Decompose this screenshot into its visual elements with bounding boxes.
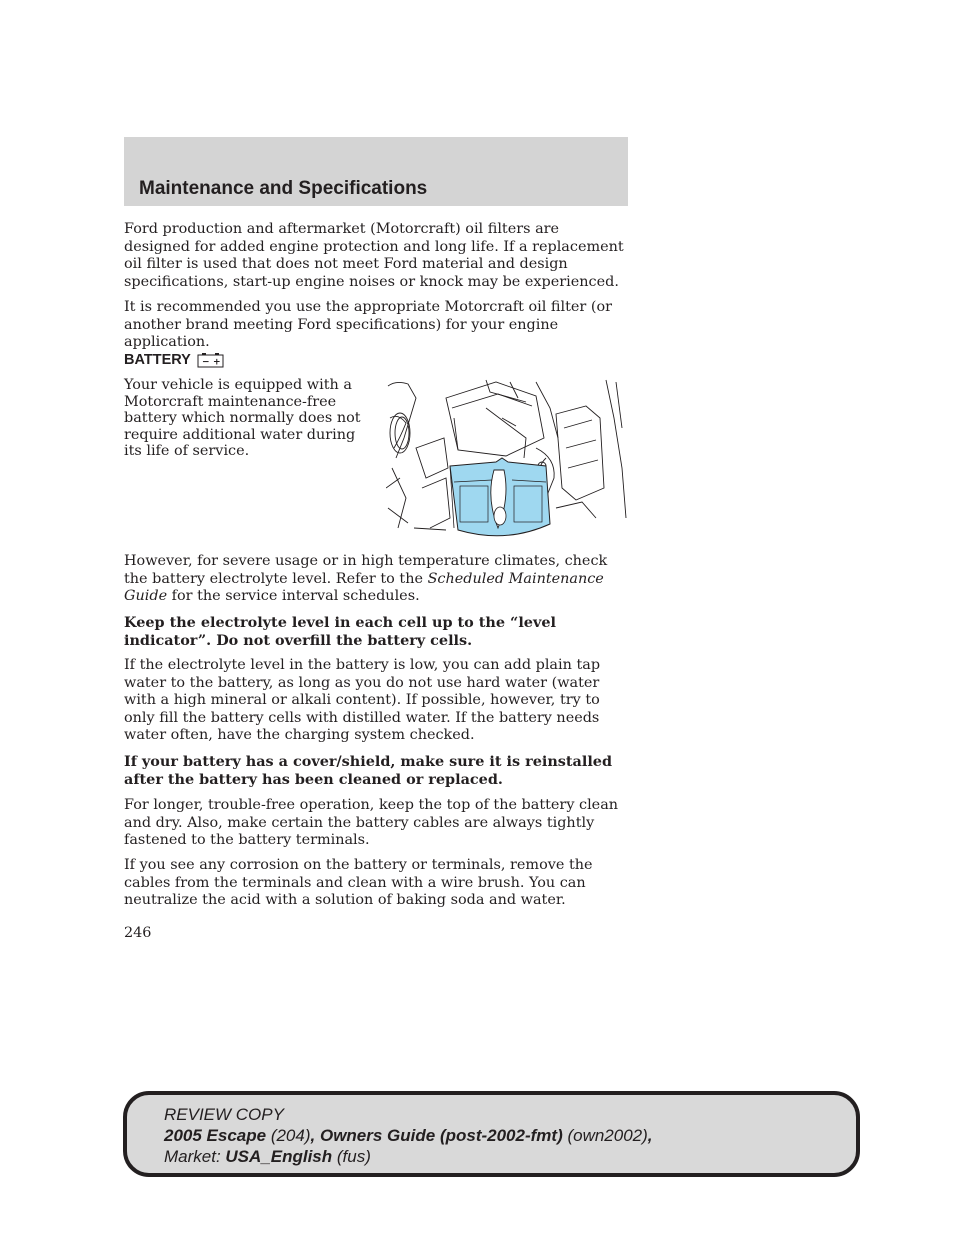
electrolyte-warning: Keep the electrolyte level in each cell up to the “level indicator”. Do not overfill the battery cells. [124, 614, 556, 649]
battery-heading-label: BATTERY [124, 352, 191, 368]
battery-icon-minus: − [201, 357, 210, 368]
page-number: 246 [124, 925, 152, 941]
review-copy-text [164, 1104, 653, 1167]
oil-filter-recommendation: It is recommended you use the appropriate Motorcraft oil filter (or another brand meeting Ford specifications) for your engine application. [124, 299, 613, 351]
market-label: Market: [164, 1147, 226, 1166]
oil-filter-paragraph: Ford production and aftermarket (Motorcraft) oil filters are designed for added engine protection and long life. If a replacement oil filter is used that does not meet Ford material and design specifications, start-up engine noises or knock may be experienced. [124, 221, 624, 290]
scheduled-maintenance-guide-ref: Scheduled Maintenance Guide [124, 570, 604, 605]
p4-after: for the service interval schedules. [167, 588, 420, 605]
p4-before: However, for severe usage or in high temperature climates, check the battery electrolyte level. Refer to the [124, 553, 608, 587]
market-code: (fus) [332, 1147, 371, 1166]
cover-shield-warning: If your battery has a cover/shield, make sure it is reinstalled after the battery has been cleaned or replaced. [124, 753, 613, 788]
battery-icon [197, 352, 224, 368]
sep2: , [647, 1126, 653, 1145]
battery-intro-paragraph: Your vehicle is equipped with a Motorcraft maintenance-free battery which normally does not require additional water during its life of service. [124, 377, 361, 459]
review-copy-box [123, 1091, 860, 1177]
model-name: 2005 Escape [164, 1126, 267, 1145]
battery-icon-plus: + [212, 357, 221, 368]
section-header-band [124, 137, 628, 206]
guide-name: Owners Guide (post-2002-fmt) [319, 1126, 563, 1145]
model-code: (204) [266, 1126, 311, 1145]
section-title: Maintenance and Specifications [139, 178, 428, 199]
battery-heading [124, 352, 224, 368]
guide-code: (own2002) [562, 1126, 648, 1145]
engine-battery-illustration [386, 378, 628, 540]
market-name: USA_English [225, 1147, 333, 1166]
battery-care-paragraph: For longer, trouble-free operation, keep the top of the battery clean and dry. Also, make certain the battery cables are always tightly fastened to the battery terminals. [124, 797, 619, 849]
severe-usage-paragraph [124, 553, 634, 606]
low-electrolyte-paragraph: If the electrolyte level in the battery is low, you can add plain tap water to the battery, as long as you do not use hard water (water with a high mineral or alkali content). If possible, however, try to only fill the battery cells with distilled water. If the battery needs water often, have the charging system checked. [124, 657, 601, 744]
sep1: , [310, 1126, 320, 1145]
review-copy-label: REVIEW COPY [164, 1105, 284, 1124]
review-copy-market-line [164, 1146, 653, 1167]
corrosion-paragraph: If you see any corrosion on the battery or terminals, remove the cables from the terminals and clean with a wire brush. You can neutralize the acid with a solution of baking soda and water. [124, 857, 593, 909]
review-copy-model-line [164, 1125, 653, 1146]
